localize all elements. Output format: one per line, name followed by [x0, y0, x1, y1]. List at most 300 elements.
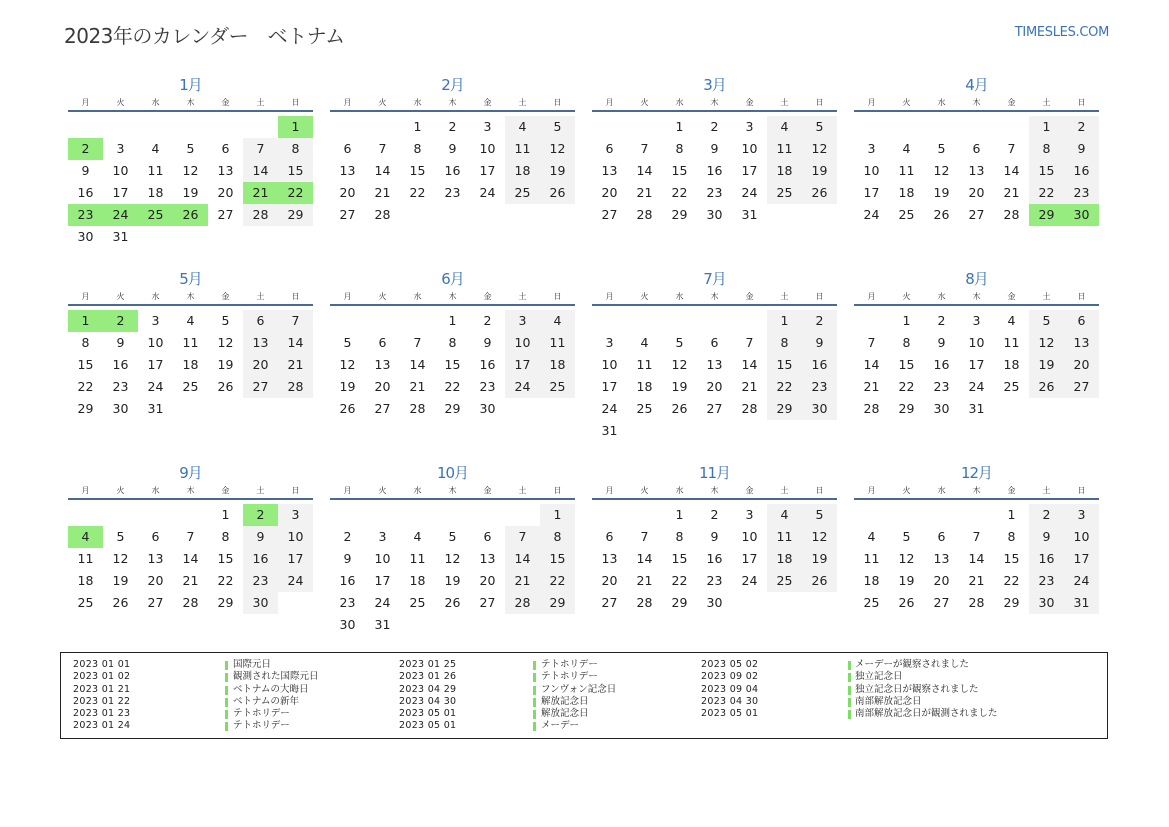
- day-cell: 18: [1003, 357, 1020, 372]
- empty-cell: [592, 116, 627, 138]
- day-cell: 6: [483, 529, 492, 544]
- day-cell: 13: [706, 357, 723, 372]
- day-cell: 11: [540, 332, 575, 354]
- day-cell: 10: [968, 335, 985, 350]
- weekday-label: 日: [1077, 292, 1086, 301]
- weekday-label: 月: [867, 486, 876, 495]
- day-cell: 13: [147, 551, 164, 566]
- legend-holiday-name: フンヴォン記念日: [541, 683, 617, 695]
- day-cell: 14: [409, 357, 426, 372]
- weekday-label: 日: [1077, 486, 1086, 495]
- month-block: [68, 74, 313, 254]
- weekday-label: 月: [81, 98, 90, 107]
- day-cell: 29: [671, 595, 688, 610]
- weekday-header: [68, 96, 313, 112]
- day-cell: 19: [540, 160, 575, 182]
- weekday-label: 水: [151, 486, 160, 495]
- day-cell: 17: [479, 163, 496, 178]
- legend-holiday-name: テトホリデー: [233, 720, 290, 732]
- day-cell: 29: [671, 207, 688, 222]
- weekday-label: 火: [640, 486, 649, 495]
- weekday-label: 木: [972, 292, 981, 301]
- day-cell: 5: [675, 335, 684, 350]
- day-cell: 5: [448, 529, 457, 544]
- weekday-label: 火: [116, 98, 125, 107]
- legend-holiday-name: ベトナムの新年: [233, 695, 300, 707]
- day-cell: 19: [933, 185, 950, 200]
- day-cell: 2: [802, 310, 837, 332]
- day-cell: 2: [343, 529, 352, 544]
- weekday-header: [68, 484, 313, 500]
- day-grid: [68, 116, 313, 248]
- day-cell: 27: [968, 207, 985, 222]
- empty-cell: [854, 310, 889, 332]
- day-cell: 24: [374, 595, 391, 610]
- day-cell: 7: [1007, 141, 1016, 156]
- day-cell: 30: [933, 401, 950, 416]
- day-cell: 4: [767, 504, 802, 526]
- legend-date: 2023 01 24: [73, 720, 131, 732]
- day-cell: 21: [505, 570, 540, 592]
- day-cell: 4: [413, 529, 422, 544]
- day-cell: 9: [710, 141, 719, 156]
- day-cell: 26: [217, 379, 234, 394]
- day-cell: 24: [741, 185, 758, 200]
- weekday-label: 水: [937, 486, 946, 495]
- day-cell: 29: [444, 401, 461, 416]
- empty-cell: [592, 310, 627, 332]
- day-cell: 25: [1003, 379, 1020, 394]
- day-cell: 27: [217, 207, 234, 222]
- day-cell: 17: [741, 163, 758, 178]
- holiday-day-cell: 2: [243, 504, 278, 526]
- day-cell: 29: [77, 401, 94, 416]
- month-name: 9月: [179, 464, 202, 482]
- day-cell: 26: [339, 401, 356, 416]
- day-cell: 29: [217, 595, 234, 610]
- day-cell: 27: [243, 376, 278, 398]
- empty-cell: [505, 504, 540, 526]
- day-cell: 3: [605, 335, 614, 350]
- month-name: 4月: [965, 76, 988, 94]
- legend-marker-icon: [225, 710, 228, 719]
- day-cell: 23: [706, 185, 723, 200]
- day-cell: 16: [802, 354, 837, 376]
- day-cell: 7: [640, 141, 649, 156]
- empty-cell: [662, 310, 697, 332]
- day-cell: 5: [902, 529, 911, 544]
- day-cell: 10: [505, 332, 540, 354]
- day-grid: [330, 116, 575, 226]
- weekday-label: 月: [867, 292, 876, 301]
- empty-cell: [330, 310, 365, 332]
- day-cell: 17: [863, 185, 880, 200]
- day-cell: 24: [505, 376, 540, 398]
- day-cell: 14: [505, 548, 540, 570]
- day-cell: 11: [863, 551, 880, 566]
- day-cell: 28: [243, 204, 278, 226]
- day-cell: 8: [767, 332, 802, 354]
- day-cell: 27: [1064, 376, 1099, 398]
- day-grid: [854, 116, 1099, 226]
- holiday-day-cell: 1: [278, 116, 313, 138]
- month-name: 5月: [179, 270, 202, 288]
- day-cell: 17: [112, 185, 129, 200]
- day-cell: 17: [601, 379, 618, 394]
- weekday-label: 金: [745, 98, 754, 107]
- day-cell: 14: [1003, 163, 1020, 178]
- day-cell: 27: [601, 207, 618, 222]
- day-cell: 14: [968, 551, 985, 566]
- legend-date: 2023 01 21: [73, 683, 131, 695]
- day-cell: 28: [505, 592, 540, 614]
- day-cell: 24: [741, 573, 758, 588]
- empty-cell: [68, 116, 103, 138]
- day-cell: 28: [636, 207, 653, 222]
- day-cell: 15: [1029, 160, 1064, 182]
- legend-marker-icon: [533, 710, 536, 719]
- day-cell: 16: [479, 357, 496, 372]
- day-cell: 14: [374, 163, 391, 178]
- day-cell: 3: [972, 313, 981, 328]
- empty-cell: [243, 116, 278, 138]
- empty-cell: [854, 504, 889, 526]
- day-cell: 31: [741, 207, 758, 222]
- day-cell: 24: [863, 207, 880, 222]
- legend-date: 2023 01 23: [73, 708, 131, 720]
- month-name: 7月: [703, 270, 726, 288]
- day-cell: 31: [112, 229, 129, 244]
- day-cell: 20: [374, 379, 391, 394]
- legend-holiday-name: 観測された国際元日: [233, 671, 319, 683]
- month-block: [68, 462, 313, 642]
- day-cell: 8: [675, 529, 684, 544]
- day-cell: 25: [767, 570, 802, 592]
- day-cell: 11: [505, 138, 540, 160]
- weekday-header: [854, 96, 1099, 112]
- legend-marker-icon: [225, 722, 228, 731]
- legend-marker-icon: [533, 686, 536, 695]
- day-cell: 9: [343, 551, 352, 566]
- day-cell: 22: [1029, 182, 1064, 204]
- day-cell: 7: [745, 335, 754, 350]
- weekday-label: 土: [780, 98, 789, 107]
- day-cell: 11: [767, 526, 802, 548]
- day-cell: 17: [968, 357, 985, 372]
- day-cell: 28: [182, 595, 199, 610]
- empty-cell: [400, 504, 435, 526]
- empty-cell: [994, 116, 1029, 138]
- day-cell: 20: [706, 379, 723, 394]
- weekday-label: 火: [116, 486, 125, 495]
- day-cell: 26: [671, 401, 688, 416]
- day-cell: 24: [278, 570, 313, 592]
- day-cell: 3: [745, 507, 754, 522]
- weekday-label: 金: [1007, 98, 1016, 107]
- day-cell: 7: [505, 526, 540, 548]
- day-cell: 7: [640, 529, 649, 544]
- day-cell: 22: [540, 570, 575, 592]
- day-cell: 22: [898, 379, 915, 394]
- month-name: 6月: [441, 270, 464, 288]
- day-cell: 8: [413, 141, 422, 156]
- legend-holiday-name: テトホリデー: [233, 708, 290, 720]
- day-grid: [592, 504, 837, 614]
- day-cell: 14: [636, 551, 653, 566]
- day-cell: 17: [505, 354, 540, 376]
- day-cell: 2: [937, 313, 946, 328]
- weekday-header: [854, 484, 1099, 500]
- day-cell: 18: [898, 185, 915, 200]
- day-cell: 19: [1029, 354, 1064, 376]
- day-cell: 13: [374, 357, 391, 372]
- legend-holiday-name: 解放記念日: [541, 708, 589, 720]
- weekday-label: 水: [675, 98, 684, 107]
- day-grid: [68, 504, 313, 614]
- day-cell: 27: [147, 595, 164, 610]
- month-name: 10月: [436, 464, 469, 482]
- day-cell: 1: [675, 507, 684, 522]
- day-cell: 16: [933, 357, 950, 372]
- day-grid: [330, 310, 575, 420]
- weekday-label: 金: [221, 98, 230, 107]
- weekday-label: 日: [291, 98, 300, 107]
- day-cell: 8: [1007, 529, 1016, 544]
- day-cell: 24: [147, 379, 164, 394]
- day-cell: 2: [1029, 504, 1064, 526]
- day-cell: 12: [540, 138, 575, 160]
- legend-marker-icon: [848, 673, 851, 682]
- legend-date: 2023 01 02: [73, 671, 131, 683]
- weekday-label: 金: [221, 292, 230, 301]
- day-cell: 6: [605, 529, 614, 544]
- day-cell: 3: [378, 529, 387, 544]
- day-cell: 10: [479, 141, 496, 156]
- day-cell: 10: [147, 335, 164, 350]
- legend-holiday-name: 独立記念日: [855, 671, 903, 683]
- day-cell: 6: [243, 310, 278, 332]
- holiday-day-cell: 26: [173, 204, 208, 226]
- weekday-label: 金: [483, 486, 492, 495]
- day-cell: 13: [243, 332, 278, 354]
- empty-cell: [435, 504, 470, 526]
- day-cell: 31: [968, 401, 985, 416]
- day-grid: [68, 310, 313, 420]
- day-cell: 15: [444, 357, 461, 372]
- day-cell: 18: [540, 354, 575, 376]
- empty-cell: [208, 116, 243, 138]
- day-cell: 27: [601, 595, 618, 610]
- day-cell: 2: [710, 507, 719, 522]
- day-cell: 27: [339, 207, 356, 222]
- day-cell: 15: [409, 163, 426, 178]
- legend-date: 2023 05 02: [701, 659, 759, 670]
- day-cell: 30: [706, 595, 723, 610]
- weekday-label: 火: [902, 292, 911, 301]
- day-cell: 24: [601, 401, 618, 416]
- weekday-label: 水: [413, 98, 422, 107]
- legend-marker-icon: [848, 710, 851, 719]
- holiday-day-cell: 4: [68, 526, 103, 548]
- day-cell: 18: [767, 548, 802, 570]
- day-cell: 3: [745, 119, 754, 134]
- empty-cell: [365, 116, 400, 138]
- day-cell: 10: [374, 551, 391, 566]
- day-cell: 28: [278, 376, 313, 398]
- empty-cell: [889, 116, 924, 138]
- weekday-label: 日: [553, 292, 562, 301]
- day-cell: 18: [77, 573, 94, 588]
- day-cell: 25: [409, 595, 426, 610]
- weekday-label: 日: [815, 486, 824, 495]
- day-cell: 21: [182, 573, 199, 588]
- day-cell: 24: [1064, 570, 1099, 592]
- weekday-label: 火: [378, 486, 387, 495]
- weekday-label: 金: [745, 292, 754, 301]
- day-cell: 4: [540, 310, 575, 332]
- day-cell: 12: [898, 551, 915, 566]
- day-cell: 5: [937, 141, 946, 156]
- day-cell: 26: [1029, 376, 1064, 398]
- day-cell: 8: [278, 138, 313, 160]
- day-cell: 1: [221, 507, 230, 522]
- day-cell: 19: [339, 379, 356, 394]
- day-cell: 4: [767, 116, 802, 138]
- day-cell: 23: [1029, 570, 1064, 592]
- weekday-label: 土: [256, 98, 265, 107]
- weekday-label: 土: [1042, 486, 1051, 495]
- legend-date: 2023 01 25: [399, 659, 457, 670]
- day-cell: 4: [1007, 313, 1016, 328]
- day-cell: 9: [116, 335, 125, 350]
- weekday-header: [592, 96, 837, 112]
- day-cell: 3: [278, 504, 313, 526]
- weekday-label: 木: [186, 292, 195, 301]
- day-cell: 16: [112, 357, 129, 372]
- day-cell: 2: [448, 119, 457, 134]
- day-cell: 30: [479, 401, 496, 416]
- day-cell: 12: [112, 551, 129, 566]
- day-cell: 1: [902, 313, 911, 328]
- weekday-header: [330, 96, 575, 112]
- day-cell: 18: [409, 573, 426, 588]
- day-cell: 23: [339, 595, 356, 610]
- day-cell: 19: [671, 379, 688, 394]
- weekday-label: 日: [291, 486, 300, 495]
- day-cell: 23: [243, 570, 278, 592]
- day-cell: 9: [802, 332, 837, 354]
- day-cell: 28: [374, 207, 391, 222]
- day-cell: 23: [1064, 182, 1099, 204]
- empty-cell: [470, 504, 505, 526]
- weekday-label: 水: [937, 292, 946, 301]
- day-cell: 23: [112, 379, 129, 394]
- legend-holiday-name: メーデーが観察されました: [855, 659, 970, 670]
- weekday-label: 月: [343, 292, 352, 301]
- legend-holiday-name: メーデー: [541, 720, 580, 732]
- day-cell: 19: [444, 573, 461, 588]
- weekday-label: 日: [1077, 98, 1086, 107]
- empty-cell: [330, 504, 365, 526]
- day-cell: 20: [243, 354, 278, 376]
- day-cell: 8: [81, 335, 90, 350]
- day-cell: 27: [479, 595, 496, 610]
- weekday-label: 土: [518, 98, 527, 107]
- day-cell: 4: [867, 529, 876, 544]
- day-cell: 29: [1003, 595, 1020, 610]
- month-block: [592, 462, 837, 642]
- day-cell: 2: [710, 119, 719, 134]
- day-cell: 16: [444, 163, 461, 178]
- day-grid: [330, 504, 575, 636]
- day-cell: 23: [802, 376, 837, 398]
- day-cell: 9: [937, 335, 946, 350]
- holiday-day-cell: 29: [1029, 204, 1064, 226]
- day-cell: 21: [1003, 185, 1020, 200]
- holiday-day-cell: 2: [68, 138, 103, 160]
- empty-cell: [959, 504, 994, 526]
- holiday-day-cell: 2: [103, 310, 138, 332]
- day-cell: 29: [898, 401, 915, 416]
- month-name: 11月: [698, 464, 731, 482]
- empty-cell: [103, 116, 138, 138]
- day-cell: 25: [898, 207, 915, 222]
- day-cell: 19: [802, 548, 837, 570]
- legend-marker-icon: [225, 686, 228, 695]
- legend-marker-icon: [225, 661, 228, 670]
- weekday-label: 土: [1042, 98, 1051, 107]
- day-cell: 13: [601, 163, 618, 178]
- day-cell: 14: [741, 357, 758, 372]
- day-cell: 13: [339, 163, 356, 178]
- day-cell: 18: [767, 160, 802, 182]
- day-cell: 13: [217, 163, 234, 178]
- weekday-label: 月: [343, 486, 352, 495]
- empty-cell: [854, 116, 889, 138]
- day-cell: 4: [186, 313, 195, 328]
- day-cell: 25: [505, 182, 540, 204]
- day-cell: 1: [413, 119, 422, 134]
- day-cell: 19: [802, 160, 837, 182]
- weekday-label: 水: [413, 292, 422, 301]
- holiday-day-cell: 1: [68, 310, 103, 332]
- month-block: [330, 462, 575, 642]
- day-cell: 26: [444, 595, 461, 610]
- day-cell: 8: [221, 529, 230, 544]
- weekday-label: 金: [483, 292, 492, 301]
- day-grid: [854, 310, 1099, 420]
- weekday-label: 水: [675, 486, 684, 495]
- day-cell: 16: [706, 163, 723, 178]
- day-cell: 26: [112, 595, 129, 610]
- day-cell: 25: [540, 376, 575, 398]
- day-cell: 12: [802, 526, 837, 548]
- day-cell: 13: [933, 551, 950, 566]
- weekday-label: 金: [221, 486, 230, 495]
- legend-marker-icon: [533, 661, 536, 670]
- day-cell: 3: [116, 141, 125, 156]
- day-cell: 26: [802, 570, 837, 592]
- day-cell: 1: [675, 119, 684, 134]
- day-cell: 21: [374, 185, 391, 200]
- month-name: 12月: [960, 464, 993, 482]
- day-cell: 27: [706, 401, 723, 416]
- day-cell: 16: [706, 551, 723, 566]
- brand-link[interactable]: TIMESLES.COM: [1014, 25, 1109, 40]
- day-cell: 19: [898, 573, 915, 588]
- day-cell: 7: [378, 141, 387, 156]
- holiday-day-cell: 22: [278, 182, 313, 204]
